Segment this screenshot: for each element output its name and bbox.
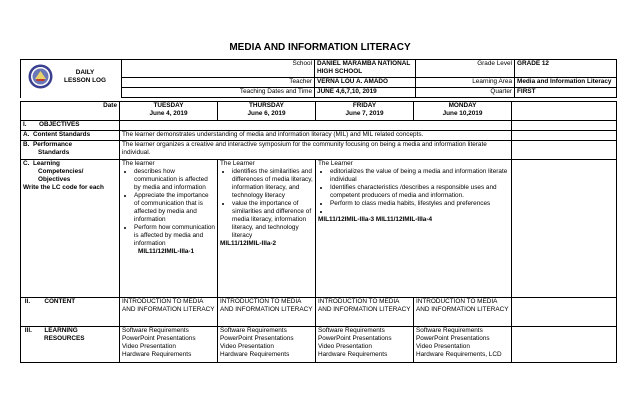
content-label: II. CONTENT xyxy=(21,298,120,327)
learning-area-label: Learning Area xyxy=(416,78,515,88)
school-label: School xyxy=(122,60,315,78)
page-title: MEDIA AND INFORMATION LITERACY xyxy=(229,42,411,53)
performance-standards-text: The learner organizes a creative and interactive symposium for the community focusing on being a media and information literate individual. xyxy=(120,141,512,160)
lc-code: MIL11/12IMIL-IIIa-1 xyxy=(138,248,195,255)
content-standards-label: A. Content Standards xyxy=(21,131,120,141)
learning-area-value: Media and Information Literacy xyxy=(515,78,617,88)
daily-label: DAILY xyxy=(75,69,95,76)
performance-standards-label: B. Performance Standards xyxy=(21,141,120,160)
content-col-3: INTRODUCTION TO MEDIA AND INFORMATION LITERACY xyxy=(316,298,414,327)
competencies-col-1: The learner • describes how communication is affected by media and information • Appreciate the importance of communication that is affected by media and information • Perform how communication is affected by media and information MIL11/12IMIL-IIIa-1 xyxy=(120,160,218,298)
date-label: Date xyxy=(21,102,120,121)
objectives-label: I. OBJECTIVES xyxy=(21,121,120,131)
resources-col-4: Software Requirements PowerPoint Presentations Video Presentation Hardware Requirements, LCD xyxy=(414,327,512,363)
date-col-2: THURSDAY June 6, 2019 xyxy=(218,102,316,121)
list-item: • value the importance of similarities and difference of media literacy, information literacy, and technology literacy xyxy=(232,200,313,240)
list-item: • Perform to class media habits, lifestyles and preferences xyxy=(330,200,509,208)
date-col-empty xyxy=(512,102,617,121)
resources-col-2: Software Requirements PowerPoint Presentations Video Presentation Hardware Requirements xyxy=(218,327,316,363)
list-item: • editorializes the value of being a media and information literate individual xyxy=(330,168,509,184)
list-item: • Identifies characteristics /describes a responsible uses and competent producers of media and information. xyxy=(330,184,509,200)
date-col-1: TUESDAY June 4, 2019 xyxy=(120,102,218,121)
quarter-value: FIRST xyxy=(515,88,617,98)
dates-value: JUNE 4,6,7,10, 2019 xyxy=(315,88,416,98)
competencies-col-3: The Learner • editorializes the value of being a media and information literate individual • Identifies characteristics /describes a responsible uses and competent producers of media and information. • Perform to class media habits, lifestyles and preferences • MIL11/12IMIL-IIIa-3 MIL11/12IMIL-IIIa-4 xyxy=(316,160,512,298)
content-standards-text: The learner demonstrates understanding of media and information literacy (MIL) and MIL related concepts. xyxy=(120,131,512,141)
school-seal-icon xyxy=(28,64,53,89)
list-item: • Perform how communication is affected by media and information xyxy=(134,224,215,248)
content-col-1: INTRODUCTION TO MEDIA AND INFORMATION LITERACY xyxy=(120,298,218,327)
teacher-value: VERNA LOU A. AMADO xyxy=(315,78,416,88)
list-item: • Appreciate the importance of communication that is affected by media and information xyxy=(134,192,215,224)
content-col-2: INTRODUCTION TO MEDIA AND INFORMATION LITERACY xyxy=(218,298,316,327)
resources-col-1: Software Requirements PowerPoint Presentations Video Presentation Hardware Requirements xyxy=(120,327,218,363)
content-col-4: INTRODUCTION TO MEDIA AND INFORMATION LITERACY xyxy=(414,298,512,327)
competencies-col-2: The Learner • identifies the similarities and differences of media literacy, information literacy, and technology literacy • value the importance of similarities and difference of media literacy, information literacy, and technology literacy MIL11/12IMIL-IIIa-2 xyxy=(218,160,316,298)
resources-col-3: Software Requirements PowerPoint Presentations Video Presentation Hardware Requirements xyxy=(316,327,414,363)
school-value: DANIEL MARAMBA NATIONAL HIGH SCHOOL xyxy=(315,60,416,78)
list-item: • describes how communication is affected by media and information xyxy=(134,168,215,192)
lc-code: MIL11/12IMIL-IIIa-2 xyxy=(220,240,277,247)
date-col-4: MONDAY June 10,2019 xyxy=(414,102,512,121)
date-col-3: FRIDAY June 7, 2019 xyxy=(316,102,414,121)
grade-value: GRADE 12 xyxy=(515,60,617,78)
grade-label: Grade Level xyxy=(416,60,515,78)
dates-label: Teaching Dates and Time xyxy=(122,88,315,98)
list-item: • identifies the similarities and differences of media literacy, information literacy, and technology literacy xyxy=(232,168,313,200)
lesson-table xyxy=(20,101,617,363)
lesson-log-label: LESSON LOG xyxy=(64,77,106,84)
quarter-label: Quarter xyxy=(416,88,515,98)
list-item xyxy=(330,208,509,216)
teacher-label: Teacher xyxy=(122,78,315,88)
header-table xyxy=(20,59,617,98)
resources-label: III. LEARNING RESOURCES xyxy=(21,327,120,363)
lc-code: MIL11/12IMIL-IIIa-3 MIL11/12IMIL-IIIa-4 xyxy=(318,216,432,223)
competencies-label: C. Learning Competencies/ Objectives Write the LC code for each xyxy=(21,160,120,298)
